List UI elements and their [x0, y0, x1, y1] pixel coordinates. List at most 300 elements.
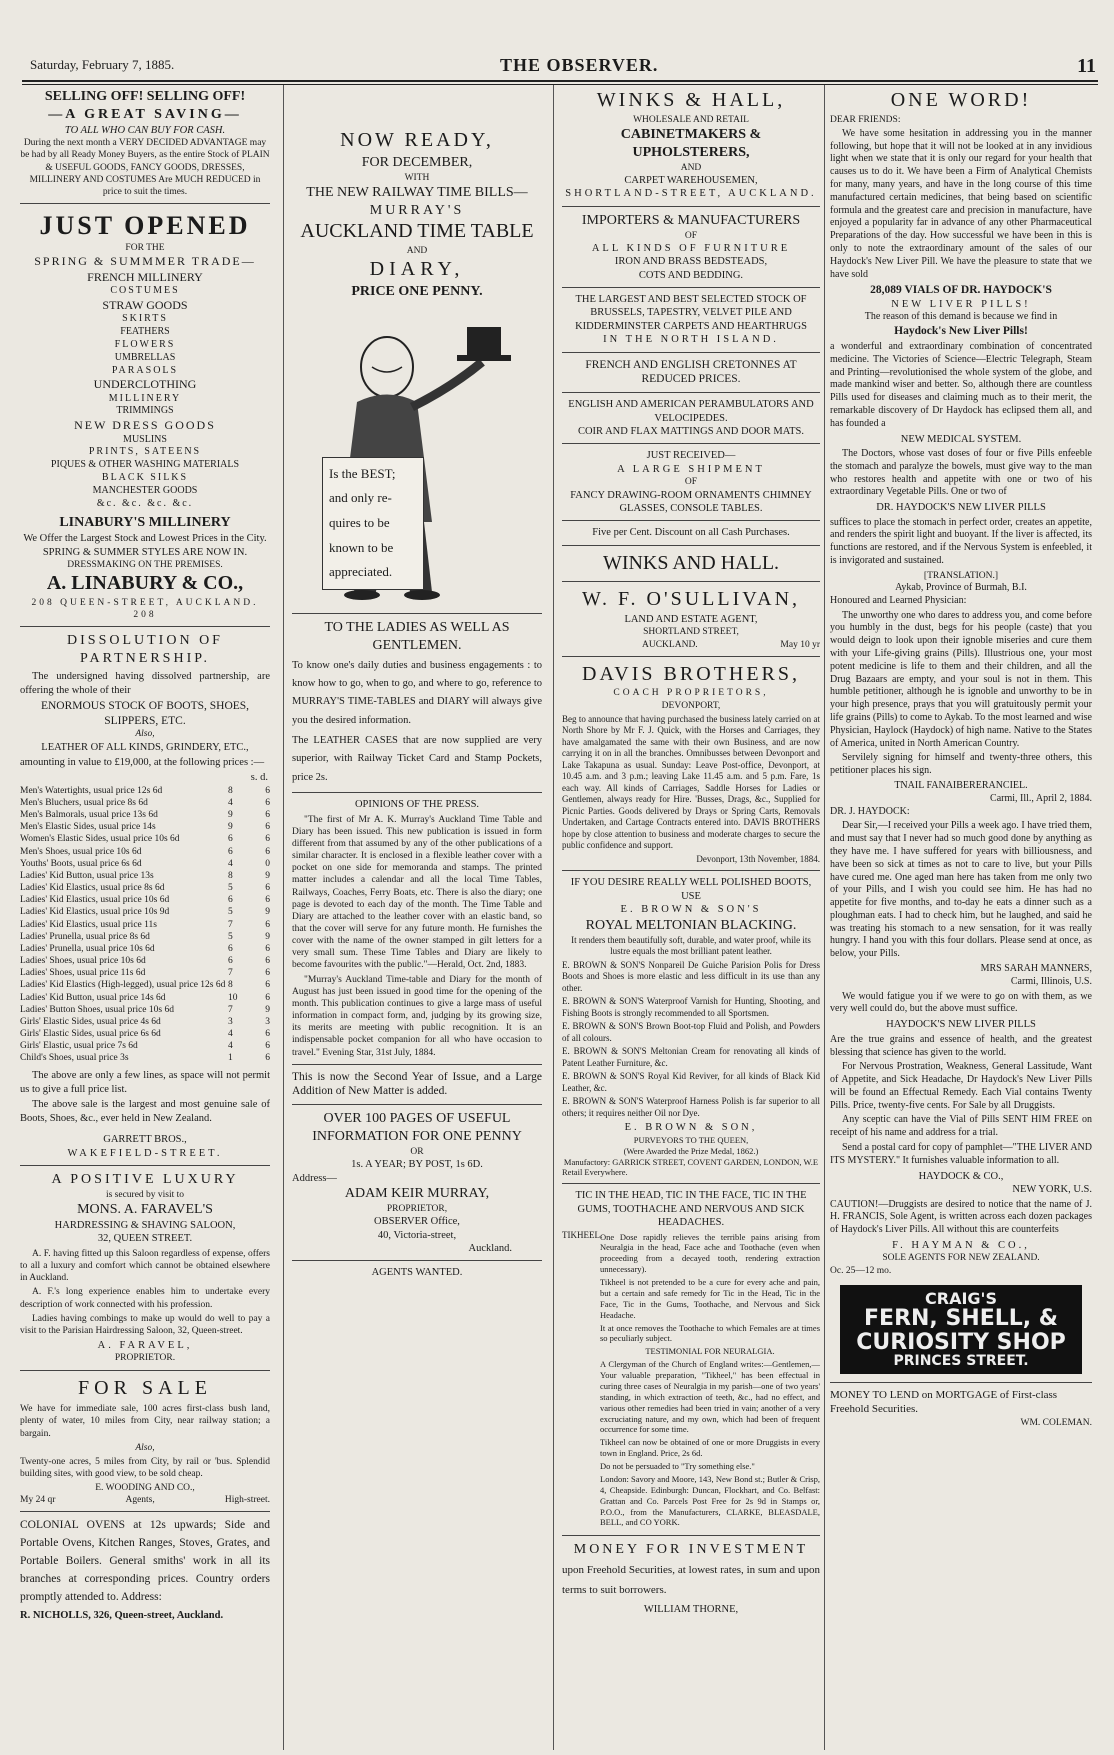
price-pence: 6 — [265, 1053, 270, 1064]
linabury-name: A. LINABURY & CO., — [46, 572, 244, 595]
price-row — [20, 785, 270, 797]
header-rule — [22, 80, 1098, 82]
opinions-heading: OPINIONS OF THE PRESS. — [354, 799, 480, 811]
column-4 — [830, 88, 1092, 1753]
brown-product: E. BROWN & SON'S Royal Kid Reviver, for all kinds of Black Kid Leather, &c. — [562, 1071, 820, 1093]
price-item: Ladies' Kid Elastics, usual price 8s 6d — [20, 883, 165, 894]
for-sale-title: FOR SALE — [78, 1376, 212, 1399]
curiosity-shop-banner — [840, 1285, 1082, 1375]
north-island: IN THE NORTH ISLAND. — [603, 334, 779, 346]
royal-subtitle: It renders them beautifully soft, durable, and water proof, while its lustre equals the most brilliant patent leather. — [571, 934, 811, 957]
leather-line: LEATHER OF ALL KINDS, GRINDERY, ETC., — [41, 741, 249, 753]
purveyors: PURVEYORS TO THE QUEEN, — [633, 1134, 749, 1145]
goods-item: TRIMMINGS — [116, 405, 174, 417]
large-shipment: A LARGE SHIPMENT — [617, 463, 765, 475]
price-row — [20, 1004, 270, 1016]
davis-body: Beg to announce that having purchased the business lately carried on at North Shore by Mr F. J. Quick, with the Horses and Carriages, they have amalgamated the same with their own Business, and are now carrying it on in all the branches. Omnibusses between Devonport and Lake Takapuna as usual. Sunday: Leave Post-office, Devonport, at 10.45 a.m. and 3 p.m.; leaving Lake 11.45 a.m. and 5 p.m. Fare, 1s each way. All kinds of Carriages, Saddle Horses for Ladies or Gentlemen, always ready for Hire. 'Busses, Drags, &c., Supplied for Picnic Parties. Goods delivered by Drays or Spring Carts, Removals Undertaken, and Cartage Contracts entered into. DAVIS BROTHERS hope by close attention to business and moderate charges to secure the public confidence and support. — [562, 713, 820, 851]
prize-medal: (Were Awarded the Prize Medal, 1862.) — [623, 1145, 759, 1156]
selling-off-heading: SELLING OFF! SELLING OFF! — [44, 89, 246, 104]
price-item: Men's Elastic Sides, usual price 14s — [20, 822, 156, 833]
goods-item: FRENCH MILLINERY — [87, 269, 203, 284]
sign-line: appreciated. — [329, 564, 393, 580]
price-item: Ladies' Button Shoes, usual price 10s 6d — [20, 1004, 174, 1015]
price-row — [20, 931, 270, 943]
dissolution-title: DISSOLUTION OF PARTNERSHIP. — [67, 633, 223, 667]
haydock-co: HAYDOCK & CO., — [918, 1170, 1004, 1182]
price-shillings: 6 — [228, 895, 233, 906]
price-shillings: 4 — [228, 798, 233, 808]
header-rule-thin — [22, 84, 1098, 85]
with-label: WITH — [404, 172, 430, 183]
price-pence: 6 — [265, 834, 270, 845]
money-investment-title: MONEY FOR INVESTMENT — [573, 1542, 809, 1558]
wooding-agents: Agents, — [125, 1495, 155, 1506]
price-item: Ladies' Kid Button, usual price 14s 6d — [20, 992, 166, 1003]
or-label: OR — [410, 1146, 424, 1157]
price-header: s. d. — [250, 772, 268, 784]
great-saving-body: During the next month a VERY DECIDED ADVANTAGE may be had by all Ready Money Buyers, as the entire Stock of PLAIN & USEFUL GOODS, FANCY GOODS, DRESSES, MILLINERY AND COSTUMES Are MUCH REDUCED in price to suit the times. — [20, 138, 270, 197]
dr-j-haydock: DR. J. HAYDOCK: — [830, 805, 910, 817]
manufactory: Manufactory: GARRICK STREET, COVENT GARDEN, LONDON, W.E — [563, 1156, 819, 1167]
price-shillings: 4 — [228, 858, 233, 869]
column-divider — [824, 85, 825, 1750]
sign-line: quires to be — [329, 515, 390, 531]
price-row — [20, 882, 270, 894]
linabury-styles: SPRING & SUMMER STYLES ARE NOW IN. — [42, 546, 248, 558]
auckland-label: Auckland. — [468, 1242, 512, 1254]
price-shillings: 4 — [228, 1041, 233, 1052]
wooding-footer — [20, 1494, 270, 1506]
tic-body-2: Tikheel is not pretended to be a cure for every ache and pain, but a certain and safe remedy for Tic in the Head, Tic in the Face, Tic in the Gums, Toothache, and Nervous and Sick Headache. — [600, 1277, 820, 1320]
iron-bedsteads: IRON AND BRASS BEDSTEADS, — [614, 256, 768, 268]
price-pence: 9 — [265, 870, 270, 881]
page-number: 11 — [1077, 55, 1096, 77]
address-label: Address— — [292, 1172, 337, 1184]
price-shillings: 6 — [228, 834, 233, 845]
haydock-pills-body-2: For Nervous Prostration, Weakness, General Lassitude, Want of Appetite, and Sick Headache, Dr Haydock's New Liver Pills will be found an Effectual Remedy. Each Vial contains Twenty Pills. Price, twenty-five cents. For Sale by all Druggists. — [830, 1061, 1092, 1111]
shop-line: CRAIG'S — [925, 1288, 997, 1308]
devonport: DEVONPORT, — [661, 700, 721, 711]
price-row — [20, 846, 270, 858]
of-label-2: OF — [684, 477, 698, 488]
price-item: Ladies' Kid Button, usual price 13s — [20, 870, 154, 881]
goods-item: UMBRELLAS — [114, 351, 176, 363]
dissolution-body: The undersigned having dissolved partnership, are offering the whole of their — [20, 671, 270, 696]
price-pence: 6 — [265, 968, 270, 979]
faravel-body-1: A. F. having fitted up this Saloon regardless of expense, offers to all a luxury and comfort which cannot be obtained elsewhere in Auckland. — [20, 1248, 270, 1284]
carpet-warehousemen: CARPET WAREHOUSEMEN, — [624, 174, 758, 186]
garrett-name: GARRETT BROS., — [103, 1134, 187, 1146]
price-pence: 6 — [265, 1041, 270, 1052]
price-row — [20, 833, 270, 845]
oc-ref: Oc. 25—12 mo. — [830, 1265, 892, 1276]
price-shillings: 6 — [228, 956, 233, 967]
brown-product: E. BROWN & SON'S Waterproof Harness Polish is far superior to all others; it requires neither Oil nor Dye. — [562, 1096, 820, 1118]
tic-body-4: A Clergyman of the Church of England writes:—Gentlemen,—Your valuable preparation, "Tikheel," has been effectual in curing three cases of Neuralgia in my parish—one of two years' standing, in which extraction of teeth, &c., had no effect, and various other remedies had been tried in vain; another of a very excruciating nature, and my own, which had been of frequent occurrence for some time. — [600, 1359, 820, 1435]
faravel-body-3: Ladies having combings to make up would do well to pay a visit to the Parisian Hairdressing Saloon, 32, Queen-street. — [20, 1313, 270, 1336]
price-item: Ladies' Kid Elastics, usual price 11s — [20, 919, 157, 930]
goods-item: MANCHESTER GOODS — [92, 484, 198, 496]
importers: IMPORTERS & MANUFACTURERS — [581, 212, 801, 228]
goods-item: UNDERCLOTHING — [93, 377, 197, 392]
of-label: OF — [684, 230, 698, 241]
price-shillings: 10 — [228, 992, 238, 1003]
royal-meltonian: ROYAL MELTONIAN BLACKING. — [585, 917, 797, 933]
testimonial-heading: TESTIMONIAL FOR NEURALGIA. — [645, 1346, 775, 1357]
price-item: Men's Watertights, usual price 12s 6d — [20, 785, 163, 796]
sole-agents: SOLE AGENTS FOR NEW ZEALAND. — [882, 1253, 1040, 1264]
new-york: NEW YORK, U.S. — [1012, 1184, 1092, 1196]
goods-item: MILLINERY — [108, 392, 182, 404]
price-item: Child's Shoes, usual price 3s — [20, 1053, 129, 1064]
price-pence: 6 — [265, 883, 270, 894]
money-to-lend: MONEY TO LEND on MORTGAGE of First-class Freehold Securities. — [830, 1389, 1058, 1416]
murrays-label: MURRAY'S — [369, 202, 465, 218]
coach-proprietors: COACH PROPRIETORS, — [613, 688, 769, 699]
tnail-signature: TNAIL FANAIBERERANCIEL. — [894, 779, 1028, 791]
price-item: Ladies' Kid Elastics, usual price 10s 6d — [20, 895, 170, 906]
price-pence: 6 — [265, 822, 270, 833]
brown-product: E. BROWN & SON'S Brown Boot-top Fluid and Polish, and Powders of all colours. — [562, 1021, 820, 1043]
price-shillings: 9 — [228, 822, 233, 833]
ladies-heading: TO THE LADIES AS WELL AS GENTLEMEN. — [324, 619, 510, 653]
price-row — [20, 858, 270, 870]
mattings: COIR AND FLAX MATTINGS AND DOOR MATS. — [577, 426, 805, 438]
also-label: Also, — [135, 729, 155, 740]
column-divider — [283, 85, 284, 1750]
price-row — [20, 797, 270, 809]
fatigue-text: We would fatigue you if we were to go on with them, as we very well could do, but the above must suffice. — [830, 990, 1092, 1015]
tic-body-3: It at once removes the Toothache to which Females are at times so peculiarly subject. — [600, 1322, 820, 1344]
thorne-name: WILLIAM THORNE, — [643, 1603, 739, 1615]
goods-item: PIQUES & OTHER WASHING MATERIALS — [50, 459, 240, 471]
price-list — [20, 785, 270, 1065]
price-row — [20, 992, 270, 1004]
price-shillings: 8 — [228, 980, 233, 991]
agents-wanted: AGENTS WANTED. — [371, 1267, 463, 1279]
luxury-title: A POSITIVE LUXURY — [51, 1172, 239, 1188]
issue-date: Saturday, February 7, 1885. — [30, 57, 175, 72]
price-pence: 6 — [265, 810, 270, 821]
shop-line: CURIOSITY SHOP — [856, 1329, 1066, 1355]
price-item: Ladies' Kid Elastics, usual price 10s 9d — [20, 907, 170, 918]
price-pence: 9 — [265, 931, 270, 942]
masthead-title: THE OBSERVER. — [500, 55, 659, 75]
price-shillings: 9 — [228, 810, 233, 821]
and-label: AND — [406, 246, 428, 257]
price-shillings: 5 — [228, 907, 233, 918]
subscription: 1s. A YEAR; BY POST, 1s 6D. — [351, 1159, 483, 1171]
price-shillings: 5 — [228, 931, 233, 942]
price-shillings: 8 — [228, 870, 233, 881]
shortland-street-2: SHORTLAND STREET, — [643, 627, 739, 638]
tic-body-1: One Dose rapidly relieves the terrible pains arising from Neuralgia in the head, Face ache and Toothache (even when proceeding from a decayed tooth, rendering extraction unnecessary). — [600, 1231, 820, 1275]
for-december: FOR DECEMBER, — [361, 154, 473, 170]
price-row — [20, 809, 270, 821]
goods-item: FEATHERS — [120, 326, 170, 338]
estate-agent: LAND AND ESTATE AGENT, — [624, 614, 758, 625]
price-row — [20, 1052, 270, 1064]
tic-body-5: Tikheel can now be obtained of one or more Druggists in every town in England. Price, 2s 6d. — [600, 1437, 820, 1459]
ovens-body: COLONIAL OVENS at 12s upwards; Side and Portable Ovens, Kitchen Ranges, Stoves, Grates, and Portable Boilers. General smiths' work in all its branches at corresponding prices. Country orders promptly attended to. Address: — [20, 1519, 270, 1603]
ovens-name: R. NICHOLLS, 326, Queen-street, Auckland. — [20, 1609, 224, 1621]
largest-stock: THE LARGEST AND BEST SELECTED STOCK OF BRUSSELS, TAPESTRY, VELVET PILE AND KIDDERMINSTER CARPETS AND HEARTHRUGS — [575, 293, 807, 332]
caution-text: CAUTION!—Druggists are desired to notice that the name of J. H. FRANCIS, Sole Agent, is written across each dozen packages of Haydock's Liver Pills. All without this are counterfeits — [830, 1198, 1092, 1236]
haydock-intro: We have some hesitation in addressing you in the manner following, but hope that it will not be looked at in any invidious light when we state that it is only our regard for your health that causes us to do it. We have been a Firm of Analytical Chemists for many, many years, and have in the long course of this time manufactured certain medicines, that being based on scientific formula and the greatest care and precision in manufacture, have enjoyed a popularity far in advance of any other Pharmaceutical Preparations of the day. How successful we have been in this is only to note the extraordinary amount of the sales of our Haydock's New Liver Pill. We have the pleasure to state that we have sold — [830, 127, 1092, 280]
price-item: Girls' Elastic Sides, usual price 6s 6d — [20, 1028, 161, 1039]
over-100-pages: OVER 100 PAGES OF USEFUL INFORMATION FOR ONE PENNY — [312, 1111, 522, 1145]
haydocks-pills: Haydock's New Liver Pills! — [894, 325, 1028, 338]
sceptic-text: Any sceptic can have the Vial of Pills SENT HIM FREE on receipt of his name and address for a trial. — [830, 1114, 1092, 1139]
price-pence: 3 — [265, 1016, 270, 1027]
price-item: Women's Elastic Sides, usual price 10s 6d — [20, 834, 180, 845]
price-pence: 6 — [265, 798, 270, 808]
for-sale-body-2: Twenty-one acres, 5 miles from City, by rail or 'bus. Splendid building sites, with good view, to be sold cheap. — [20, 1456, 270, 1479]
wooding-name: E. WOODING AND CO., — [95, 1483, 195, 1494]
price-shillings: 7 — [228, 968, 233, 979]
above-note-2: The above sale is the largest and most genuine sale of Boots, Shoes, &c., ever held in New Zealand. — [20, 1099, 270, 1124]
tikheel-label: TIKHEEL. — [562, 1229, 603, 1240]
time-table-title: AUCKLAND TIME TABLE — [300, 220, 534, 243]
goods-item: COSTUMES — [110, 285, 180, 297]
davis-brothers-title: DAVIS BROTHERS, — [582, 662, 800, 685]
column-1 — [20, 88, 270, 1753]
great-saving-subtitle: TO ALL WHO CAN BUY FOR CASH. — [64, 124, 226, 136]
price-row — [20, 906, 270, 918]
faravel-body-2: A. F.'s long experience enables him to undertake every description of work connected with his profession. — [20, 1287, 270, 1310]
price-shillings: 7 — [228, 1004, 233, 1015]
shortland-street: SHORTLAND-STREET, AUCKLAND. — [565, 188, 817, 200]
translation-label: [TRANSLATION.] — [923, 570, 999, 581]
wholesale-label: WHOLESALE AND RETAIL — [633, 114, 749, 125]
carmi-place: Carmi, Illinois, U.S. — [1010, 975, 1092, 987]
sandwich-board — [322, 457, 424, 590]
tic-heading: TIC IN THE HEAD, TIC IN THE FACE, TIC IN THE GUMS, TOOTHACHE AND NERVOUS AND SICK HEADACHES. — [575, 1190, 807, 1229]
goods-item: BLACK SILKS — [101, 472, 189, 484]
price-pence: 6 — [265, 785, 270, 796]
page-header — [30, 55, 1100, 79]
luxury-secured: is secured by visit to — [105, 1189, 185, 1200]
perambulators: ENGLISH AND AMERICAN PERAMBULATORS AND VELOCIPEDES. — [568, 399, 814, 424]
victoria-street: 40, Victoria-street, — [377, 1229, 457, 1241]
faravel-address: 32, QUEEN STREET. — [97, 1233, 193, 1245]
murray-proprietor: PROPRIETOR, — [386, 1203, 448, 1214]
goods-item: FLOWERS — [114, 338, 176, 350]
brown-product: E. BROWN & SON'S Meltonian Cream for renovating all kinds of Patent Leather Furniture, &c. — [562, 1046, 820, 1068]
faravel-title: MONS. A. FARAVEL'S — [77, 1202, 213, 1218]
price-item: Ladies' Shoes, usual price 10s 6d — [20, 956, 146, 967]
price-pence: 0 — [265, 858, 270, 869]
fancy-ornaments: FANCY DRAWING-ROOM ORNAMENTS CHIMNEY GLASSES, CONSOLE TABLES. — [570, 489, 812, 514]
column-divider — [553, 85, 554, 1750]
sign-line: and only re- — [329, 490, 392, 506]
honoured-line: Honoured and Learned Physician: — [830, 594, 967, 606]
aykab-line: Aykab, Province of Burmah, B.I. — [895, 581, 1027, 593]
dr-haydocks-pills: DR. HAYDOCK'S NEW LIVER PILLS — [876, 502, 1046, 514]
haydock-pills-title: HAYDOCK'S NEW LIVER PILLS — [886, 1019, 1036, 1031]
wonderful-text: a wonderful and extraordinary combination of concentrated medicine. The Victories of Science—Electric Telegraph, Steam and Printing—revolutionised the whole system of the globe, and made mankind wiser and better. So, although there are countless Pills used for diseases and claiming much as to their merit, the remarkable discovery of Dr Haydock has eclipsed them all, and has founded a — [830, 340, 1092, 429]
faravel-subtitle: HARDRESSING & SHAVING SALOON, — [54, 1220, 236, 1232]
one-word-title: ONE WORD! — [890, 89, 1032, 111]
retail-everywhere: Retail Everywhere. — [562, 1167, 628, 1178]
price-shillings: 1 — [228, 1053, 233, 1064]
great-saving-title: —A GREAT SAVING— — [48, 106, 242, 122]
price-row — [20, 979, 270, 991]
hayman-name: F. HAYMAN & CO., — [892, 1239, 1030, 1251]
price-pence: 6 — [265, 1028, 270, 1039]
price-item: Ladies' Prunella, usual price 8s 6d — [20, 931, 150, 942]
goods-item: &c. &c. &c. &c. — [96, 497, 194, 509]
sign-line: Is the BEST; — [329, 465, 396, 481]
price-pence: 9 — [265, 1004, 270, 1015]
goods-item: NEW DRESS GOODS — [74, 418, 216, 433]
cretonnes: FRENCH AND ENGLISH CRETONNES AT REDUCED PRICES. — [585, 358, 797, 386]
gentleman-illustration — [292, 307, 542, 607]
linabury-title: LINABURY'S MILLINERY — [59, 515, 231, 531]
shop-line: PRINCES STREET. — [893, 1352, 1029, 1369]
winks-hall-title: WINKS & HALL, — [596, 89, 786, 111]
suffices-text: suffices to place the stomach in perfect order, creates an appetite, and renders the spirit light and buoyant. If the liver is affected, its functions are restored, and if the Nervous System is enfeebled, it is invigorated and sustained. — [830, 516, 1092, 567]
linabury-body: We Offer the Largest Stock and Lowest Prices in the City. — [23, 533, 267, 545]
goods-item: STRAW GOODS — [102, 297, 188, 312]
cabinetmakers: CABINETMAKERS & UPHOLSTERERS, — [620, 126, 762, 160]
money-investment-body: upon Freehold Securities, at lowest rates, in sum and upon terms to suit borrowers. — [562, 1564, 820, 1597]
price-item: Men's Bluchers, usual price 8s 6d — [20, 798, 148, 808]
price-pence: 6 — [265, 943, 270, 954]
osullivan-footer — [562, 639, 820, 651]
press-quote-2: "Murray's Auckland Time-table and Diary for the month of August has just been issued in good time for the opening of the month. This publication continues to give a large mass of useful information in compact form, and, judging by its growing size, its merits are meeting with public recognition. It is an indispensable pocket companion for all who have occasion to travel." Evening Star, 31st July, 1884. — [292, 974, 542, 1058]
column-3 — [562, 88, 820, 1753]
price-item: Men's Balmorals, usual price 13s 6d — [20, 810, 158, 821]
price-row — [20, 943, 270, 955]
price-row — [20, 821, 270, 833]
price-row — [20, 1040, 270, 1052]
burmah-letter: The unworthy one who dares to address you, and come before you humbly in the dust, begs for his people (caste) that you would deign to look upon their ignoble miseries and cure them with your Life-giving grains (Pills). Illustrious one, your most potent medicine is life to them and their children, and all the Drug Bazaars are empty, and your soul is not in them. This humble petitioner, although he is ignoble and unworthy to be in your high presence, prays that you will gratuitously permit your life grains (Pills) to come to Aykab. To the most learned and wise Physician, Haylock (Haydock) of high name. Native to the States of America, united in North American Country. — [830, 609, 1092, 749]
railway-bills: THE NEW RAILWAY TIME BILLS— — [306, 184, 528, 200]
ladies-text-1: To know one's daily duties and business engagements : to know how to go, when to go, and where to go, reference to MURRAY'S TIME-TABLES and DIARY will always give you the desired information. — [292, 659, 542, 726]
price-shillings: 4 — [228, 1028, 233, 1039]
price-item: Girls' Elastic, usual price 7s 6d — [20, 1041, 138, 1052]
price-row — [20, 919, 270, 931]
price-item: Youths' Boots, usual price 6s 6d — [20, 858, 142, 869]
price-shillings: 7 — [228, 919, 233, 930]
goods-list — [20, 254, 270, 510]
murray-name: ADAM KEIR MURRAY, — [344, 1186, 490, 1201]
goods-item: SKIRTS — [122, 313, 168, 325]
price-item: Men's Shoes, usual price 10s 6d — [20, 846, 142, 857]
price-shillings: 6 — [228, 943, 233, 954]
price-row — [20, 1016, 270, 1028]
vials-count: 28,089 VIALS OF DR. HAYDOCK'S — [870, 284, 1052, 297]
linabury-dressmaking: DRESSMAKING ON THE PREMISES. — [67, 560, 223, 571]
observer-office: OBSERVER Office, — [374, 1216, 460, 1228]
faravel-name: A. FARAVEL, — [97, 1340, 193, 1351]
tic-body-7: London: Savory and Moore, 143, New Bond st.; Butler & Crisp, 4, Cheapside. Edinburgh: Duncan, Flockhart, and Co. Belfast: Grattan and Co. Parcels Post Free for 2s 9d in Stamps or, P.O.O., from the Manufacturers, CLARKE, BLEASDALE, BELL, and CO YORK. — [600, 1473, 820, 1528]
all-kinds: ALL KINDS OF FURNITURE — [591, 242, 791, 254]
price-pence: 6 — [265, 992, 270, 1003]
faravel-proprietor: PROPRIETOR. — [114, 1353, 176, 1364]
diary-title: DIARY, — [369, 258, 465, 281]
price-shillings: 3 — [228, 1016, 233, 1027]
may-ref: May 10 yr — [780, 639, 820, 650]
now-ready-heading: NOW READY, — [340, 129, 494, 151]
price-pence: 9 — [265, 907, 270, 918]
postal-card-text: Send a postal card for copy of pamphlet—"THE LIVER AND ITS MYSTERY." It furnishes valuable information to all. — [830, 1142, 1092, 1166]
carmi-date: Carmi, Ill., April 2, 1884. — [990, 792, 1092, 804]
garrett-address: WAKEFIELD-STREET. — [67, 1147, 223, 1159]
above-note-1: The above are only a few lines, as space will not permit us to give a full price list. — [20, 1070, 270, 1095]
price-row — [20, 967, 270, 979]
price-item: Ladies' Shoes, usual price 11s 6d — [20, 968, 146, 979]
boots-heading: IF YOU DESIRE REALLY WELL POLISHED BOOTS, USE — [570, 877, 812, 902]
manners-letter: Dear Sir,—I received your Pills a week ago. I have tried them, and must say that I never had so much good done by anything as they have me. I have suffered for years with billiousness, and have been so sick at times as not to care to live, but your Pills have cured me. One aged man here has taken from me only two of your Pills, and I wish you could see him. He has had no appetite for five months, and to-day he eats a dinner such as a ploughman eats. I had to check him, but he laughed, and said he was treating his stomach to a new sensation, for it was really hungry. I hand you with this four dollars. Please send at once, as below, your Pills. — [830, 820, 1092, 960]
coleman-name: WM. COLEMAN. — [1020, 1417, 1092, 1428]
brown-name: E. BROWN & SON'S — [620, 904, 762, 916]
column-2 — [292, 88, 542, 1753]
wooding-ref: My 24 qr — [20, 1495, 56, 1506]
price-pence: 6 — [265, 919, 270, 930]
brown-product: E. BROWN & SON'S Nonpareil De Guiche Parision Polis for Dress Boots and Shoes is more elastic and less difficult in its use than any other. — [562, 959, 820, 993]
price-shillings: 8 — [228, 785, 233, 796]
linabury-address: 208 QUEEN-STREET, AUCKLAND. 208 — [31, 597, 259, 621]
medical-system: NEW MEDICAL SYSTEM. — [900, 433, 1022, 445]
shop-line: FERN, SHELL, & — [864, 1306, 1058, 1332]
goods-item: MUSLINS — [123, 433, 167, 445]
price-one-penny: PRICE ONE PENNY. — [351, 283, 483, 299]
just-received: JUST RECEIVED— — [646, 450, 736, 462]
price-shillings: 5 — [228, 883, 233, 894]
for-sale-also: Also, — [135, 1442, 155, 1453]
and-label: AND — [680, 162, 702, 173]
price-shillings: 6 — [228, 846, 233, 857]
price-item: Ladies' Kid Elastics (High-legged), usual price 12s 6d — [20, 980, 226, 991]
price-pence: 6 — [265, 956, 270, 967]
cash-discount: Five per Cent. Discount on all Cash Purchases. — [592, 527, 790, 539]
amounting-line: amounting in value to £19,000, at the following prices :— — [20, 756, 265, 768]
reason-line: The reason of this demand is because we find in — [864, 311, 1058, 323]
burmah-letter-signing: Servilely signing for himself and twenty-three others, this petitioner places his sign. — [830, 752, 1092, 777]
press-quote-1: "The first of Mr A. K. Murray's Auckland Time Table and Diary has been issued. This new publication is issued in form different from that assumed by any of the other publications of a similar character. It is enclosed in a flexible leather cover with a pocket on one side for memoranda and stamps. The printed matter includes a calendar and all the local Time Tables, Railways, Coaches, Ferry Boats, etc. There is also the diary; one page is devoted to each day of the month. The Time Table and Diary are attached to the leather cover with an elastic band, so that the cover will serve for any future month. He furnishes the cover with the name of the owner stamped in gilt letters for a very small sum. These Time Tables and Diary are likely to become favourites with the public."—Herald, Oct. 2nd, 1883. — [292, 814, 542, 971]
new-liver-pills: NEW LIVER PILLS! — [891, 299, 1031, 311]
just-opened-heading: JUST OPENED — [39, 211, 251, 241]
price-pence: 6 — [265, 895, 270, 906]
davis-date: Devonport, 13th November, 1884. — [696, 853, 820, 864]
dear-friends: DEAR FRIENDS: — [830, 114, 901, 125]
price-row — [20, 1028, 270, 1040]
price-row — [20, 894, 270, 906]
cots-bedding: COTS AND BEDDING. — [638, 269, 744, 281]
price-pence: 6 — [265, 980, 270, 991]
wooding-street: High-street. — [224, 1495, 270, 1506]
second-year: This is now the Second Year of Issue, and a Large Addition of New Matter is added. — [292, 1070, 542, 1098]
goods-item: PRINTS, SATEENS — [88, 446, 202, 458]
goods-item: PARASOLS — [111, 364, 179, 376]
manners-signature: MRS SARAH MANNERS, — [980, 963, 1092, 975]
winks-hall-signature: WINKS AND HALL. — [602, 551, 780, 574]
brown-son: E. BROWN & SON, — [624, 1122, 758, 1134]
tic-body-6: Do not be persuaded to "Try something else." — [600, 1461, 755, 1472]
price-row — [20, 955, 270, 967]
auckland-label: AUCKLAND. — [642, 639, 698, 650]
goods-item: SPRING & SUMMMER TRADE— — [34, 254, 256, 269]
price-item: Ladies' Prunella, usual price 10s 6d — [20, 943, 155, 954]
dissolution-stock: ENORMOUS STOCK OF BOOTS, SHOES, SLIPPERS, ETC. — [40, 699, 250, 727]
tikheel-block — [562, 1230, 820, 1531]
haydock-pills-body: Are the true grains and essence of health, and the greatest blessing that science has given to the world. — [830, 1033, 1092, 1058]
for-the-label: FOR THE — [125, 243, 165, 254]
osullivan-name: W. F. O'SULLIVAN, — [581, 588, 801, 611]
price-pence: 6 — [265, 846, 270, 857]
